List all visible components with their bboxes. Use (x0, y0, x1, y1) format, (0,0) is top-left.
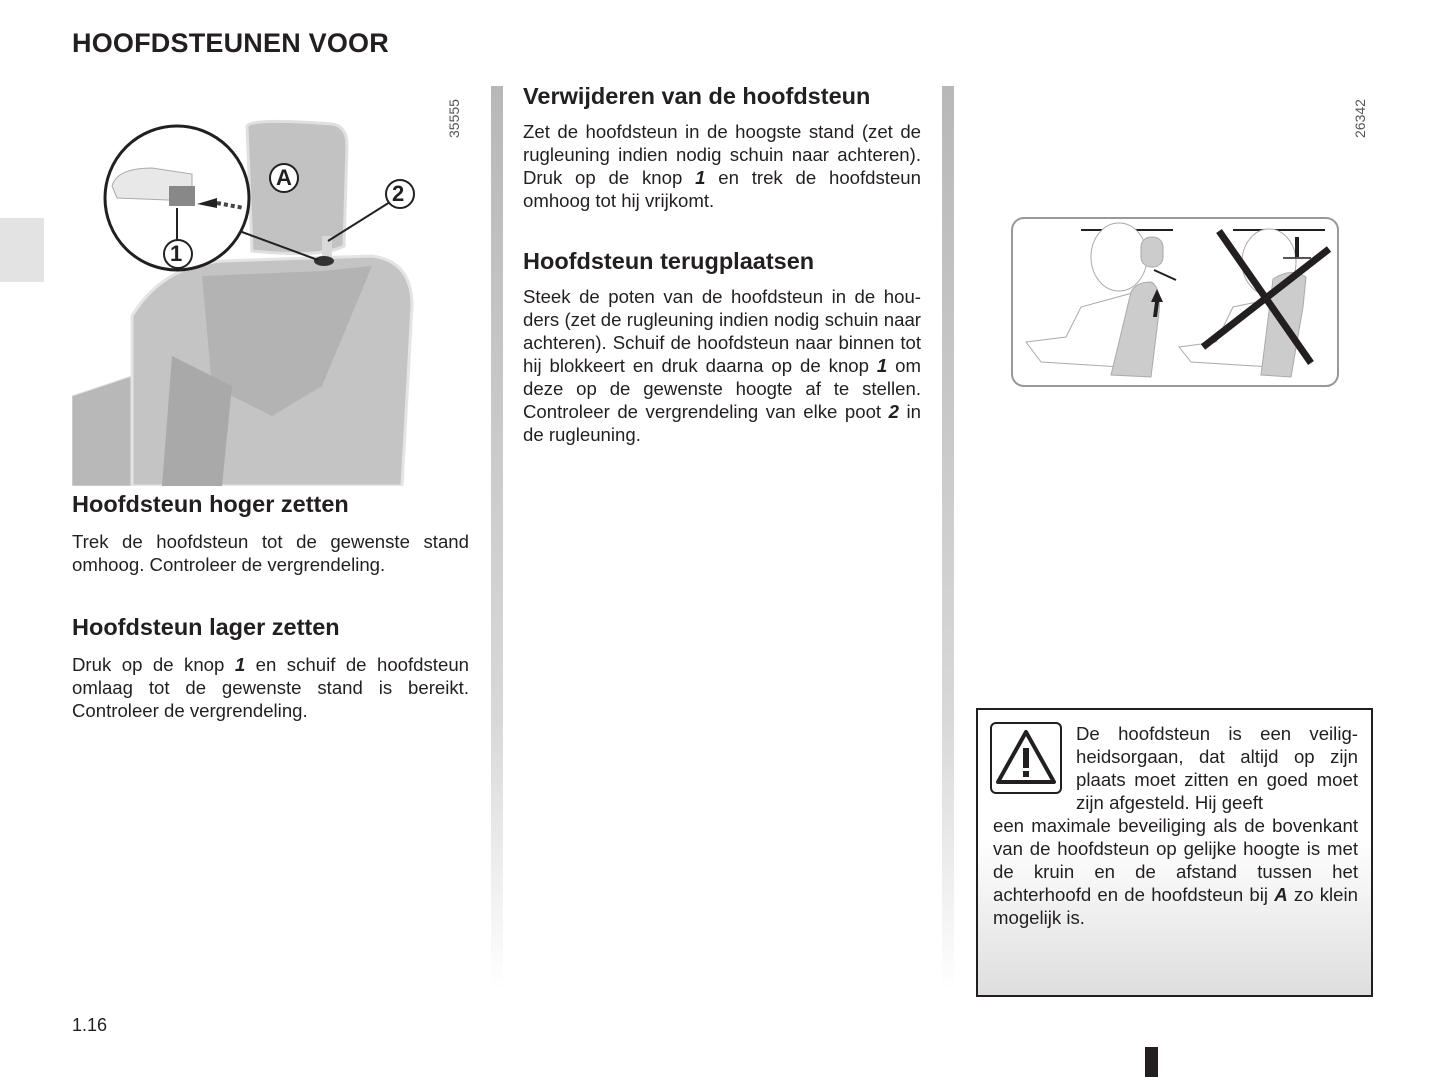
section-text: Zet de hoofdsteun in de hoogste stand (zet de rugleuning indien nodig schuin naar achteren). Druk op de knop 1 en trek de hoofdsteun omhoog tot hij vrijkomt. (523, 121, 921, 211)
page-number: 1.16 (72, 1015, 108, 1035)
chapter-tab (0, 218, 44, 282)
column-divider (942, 86, 954, 991)
headrest-height-illustration (1011, 217, 1339, 387)
warning-box (976, 708, 1373, 997)
section-heading: Hoofdsteun lager zetten (72, 614, 340, 640)
page-title: HOOFDSTEUNEN VOOR (72, 28, 389, 58)
warning-text: De hoofdsteun is een veiligheidsorgaan, dat altijd op zijn plaats moet zitten en goed moet zijn afgesteld. Hij geeft (1076, 723, 1358, 813)
callout-2: 2 (392, 181, 405, 206)
callout-a: A (276, 165, 292, 190)
section-heading: Hoofdsteun hoger zetten (72, 491, 349, 517)
column-divider (491, 86, 503, 991)
figure-code: 35555 (446, 99, 462, 138)
warning-triangle-icon (990, 722, 1062, 794)
section-text: Druk op de knop 1 en schuif de hoofdsteun omlaag tot de gewenste stand is bereikt. Controleer de vergrendeling. (72, 654, 469, 721)
page-marker (1145, 1047, 1158, 1077)
callout-1: 1 (170, 241, 183, 266)
section-text: Steek de poten van de hoofdsteun in de houders (zet de rugleuning indien nodig schuin naar achteren). Schuif de hoofdsteun naar binnen tot hij blokkeert en druk daarna op de knop 1 om deze op de gewenste hoogte af te stellen. Controleer de vergrendeling van elke poot 2 in de rugleuning. (523, 286, 922, 445)
section-text: Trek de hoofdsteun tot de gewenste stand omhoog. Controleer de vergrendeling. (72, 531, 469, 575)
section-heading: Verwijderen van de hoofdsteun (523, 83, 871, 109)
headrest-illustration (72, 86, 472, 486)
figure-code: 26342 (1352, 99, 1368, 138)
warning-text: een maximale beveiliging als de bovenkant van de hoofdsteun op gelijke hoogte is met de kruin en de afstand tussen het achterhoofd en de hoofdsteun bij A zo klein mogelijk is. (993, 815, 1358, 928)
section-heading: Hoofdsteun terugplaatsen (523, 248, 815, 274)
